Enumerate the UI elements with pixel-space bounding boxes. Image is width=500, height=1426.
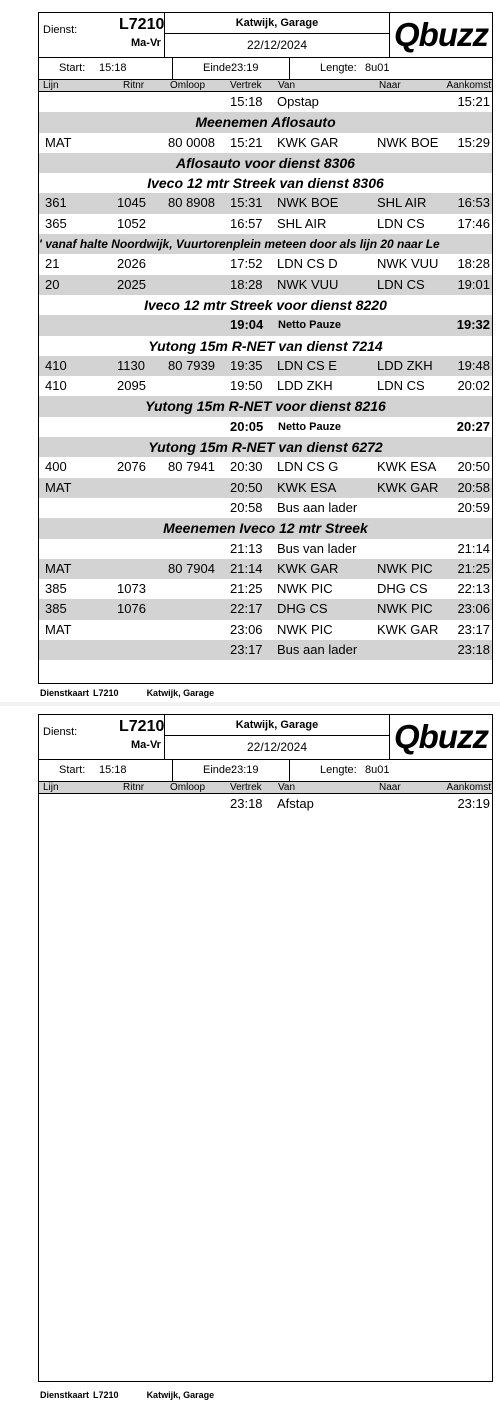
- cell-lijn: 21: [45, 256, 60, 272]
- start-time: 15:18: [99, 62, 127, 74]
- column-header: [39, 782, 492, 794]
- col-ritnr: Ritnr: [123, 80, 145, 91]
- date: 22/12/2024: [246, 740, 308, 754]
- cell-lijn: 410: [45, 357, 67, 373]
- cell-vertrek: 20:58: [230, 499, 263, 515]
- cell-ritnr: 2095: [117, 378, 146, 394]
- cell-lijn: MAT: [45, 479, 72, 495]
- cell-vertrek: 23:17: [230, 642, 263, 658]
- trip-row: [39, 214, 492, 234]
- dienst-days: Ma-Vr: [131, 739, 161, 751]
- cell-ritnr: 2076: [117, 459, 146, 475]
- section-header-row: Yutong 15m R-NET van dienst 7214: [148, 337, 383, 354]
- cell-aankomst: 20:58: [457, 479, 490, 495]
- col-aankomst: Aankomst: [446, 782, 491, 793]
- section-header-row: Yutong 15m R-NET van dienst 6272: [39, 437, 492, 457]
- cell-van: NWK PIC: [277, 621, 333, 637]
- cell-ritnr: 1130: [117, 357, 145, 373]
- col-vertrek: Vertrek: [230, 80, 262, 91]
- col-van: Van: [278, 782, 296, 793]
- trip-row: [39, 193, 492, 213]
- cell-van: LDD ZKH: [277, 378, 333, 394]
- section-header-row: Aflosauto voor dienst 8306: [39, 153, 492, 173]
- start-label: Start:: [59, 764, 86, 776]
- lengte-value: 8u01: [365, 764, 390, 776]
- footer-label: Dienstkaart: [40, 688, 90, 698]
- dienst-days: Ma-Vr: [131, 37, 161, 49]
- cell-omloop: 80 0008: [168, 134, 215, 150]
- cell-lijn: MAT: [45, 134, 72, 150]
- dienst-label: Dienst:: [43, 24, 78, 36]
- cell-vertrek: 15:31: [230, 195, 263, 211]
- dienstkaart-card-1: [38, 12, 493, 684]
- trip-row: [39, 92, 492, 112]
- cell-lijn: 385: [45, 601, 67, 617]
- cell-naar: LDD ZKH: [377, 357, 433, 373]
- col-ritnr: Ritnr: [123, 782, 145, 793]
- trip-row: [39, 559, 492, 579]
- section-header-row: Meenemen Iveco 12 mtr Streek: [39, 518, 492, 538]
- cell-vertrek: 15:18: [230, 94, 263, 109]
- cell-aankomst: 20:02: [457, 378, 490, 394]
- cell-vertrek: 19:35: [230, 357, 263, 373]
- cell-naar: LDN CS: [377, 276, 425, 292]
- trip-row: [39, 457, 492, 477]
- dienst-label: Dienst:: [43, 726, 78, 738]
- footer: [40, 688, 242, 698]
- cell-vertrek: 21:14: [230, 560, 263, 576]
- cell-van: Opstap: [277, 94, 319, 109]
- qbuzz-logo: Qbuzz: [394, 16, 488, 53]
- cell-aankomst: 23:19: [457, 796, 490, 811]
- pause-start: 20:05: [230, 418, 264, 434]
- pause-end: 19:32: [456, 317, 490, 333]
- cell-naar: SHL AIR: [377, 195, 427, 211]
- cell-vertrek: 22:17: [230, 601, 263, 617]
- cell-aankomst: 20:50: [457, 459, 490, 475]
- trip-row: [39, 498, 492, 518]
- cell-lijn: 385: [45, 581, 67, 597]
- pause-label: Netto Pauze: [278, 420, 341, 433]
- cell-omloop: 80 7941: [168, 459, 215, 475]
- cell-van: DHG CS: [277, 601, 328, 617]
- cell-naar: KWK GAR: [377, 479, 439, 495]
- cell-aankomst: 23:17: [457, 621, 490, 637]
- cell-ritnr: 1045: [117, 195, 146, 211]
- cell-van: LDN CS D: [277, 256, 338, 272]
- trip-row: [39, 599, 492, 619]
- start-time: 15:18: [99, 764, 127, 776]
- cell-ritnr: 1073: [117, 581, 146, 597]
- cell-van: NWK VUU: [277, 276, 339, 292]
- cell-lijn: 361: [45, 195, 67, 211]
- cell-aankomst: 16:53: [457, 195, 490, 211]
- col-aankomst: Aankomst: [446, 80, 491, 91]
- einde-label: Einde:: [203, 62, 235, 74]
- cell-aankomst: 22:13: [457, 581, 490, 597]
- header-times: [39, 759, 492, 782]
- cell-lijn: 400: [45, 459, 67, 475]
- einde-label: Einde:: [203, 764, 235, 776]
- cell-aankomst: 21:25: [457, 560, 490, 576]
- section-header-row: Iveco 12 mtr Streek voor dienst 8220: [144, 296, 387, 313]
- cell-vertrek: 19:50: [230, 378, 263, 394]
- trip-row: [39, 794, 492, 814]
- col-van: Van: [278, 80, 296, 91]
- header-times: [39, 57, 492, 80]
- trip-row: [39, 579, 492, 599]
- col-omloop: Omloop: [170, 782, 206, 793]
- cell-naar: KWK GAR: [377, 621, 439, 637]
- note-row: ' vanaf halte Noordwijk, Vuurtorenplein meteen door als lijn 20 naar Le: [39, 234, 492, 254]
- cell-vertrek: 20:30: [230, 459, 263, 475]
- trip-row: [39, 539, 492, 559]
- cell-naar: NWK PIC: [377, 560, 433, 576]
- cell-naar: LDN CS: [377, 215, 425, 231]
- cell-van: KWK GAR: [277, 134, 339, 150]
- cell-lijn: 410: [45, 378, 67, 394]
- trip-row: [39, 254, 492, 274]
- cell-aankomst: 20:59: [457, 499, 490, 515]
- einde-time: 23:19: [231, 62, 259, 74]
- trip-row: [39, 478, 492, 498]
- dienstkaart-card-2: [38, 714, 493, 1382]
- trip-row: [39, 356, 492, 376]
- cell-naar: LDN CS: [377, 378, 425, 394]
- cell-vertrek: 21:25: [230, 581, 263, 597]
- col-naar: Naar: [379, 782, 401, 793]
- dienst-code: L7210: [119, 718, 165, 735]
- section-header-row: Iveco 12 mtr Streek van dienst 8306: [147, 175, 384, 192]
- cell-naar: NWK VUU: [377, 256, 439, 272]
- cell-vertrek: 17:52: [230, 256, 263, 272]
- einde-time: 23:19: [231, 764, 259, 776]
- cell-aankomst: 23:06: [457, 601, 490, 617]
- cell-aankomst: 21:14: [457, 540, 490, 556]
- footer-code: L7210: [93, 688, 119, 698]
- cell-van: Bus van lader: [277, 540, 357, 556]
- column-header: [39, 80, 492, 92]
- trip-row: [39, 620, 492, 640]
- col-omloop: Omloop: [170, 80, 206, 91]
- cell-ritnr: 1076: [117, 601, 146, 617]
- cell-lijn: MAT: [45, 621, 72, 637]
- cell-van: KWK ESA: [277, 479, 337, 495]
- page-1: [0, 0, 500, 702]
- pause-row: [39, 315, 492, 335]
- dienst-code: L7210: [119, 16, 165, 33]
- cell-vertrek: 16:57: [230, 215, 263, 231]
- cell-lijn: MAT: [45, 560, 72, 576]
- cell-naar: DHG CS: [377, 581, 428, 597]
- cell-van: NWK PIC: [277, 581, 333, 597]
- trip-row: [39, 640, 492, 660]
- footer: [40, 1390, 242, 1400]
- col-naar: Naar: [379, 80, 401, 91]
- cell-aankomst: 15:29: [457, 134, 490, 150]
- cell-omloop: 80 8908: [168, 195, 215, 211]
- cell-ritnr: 2025: [117, 276, 146, 292]
- cell-van: KWK GAR: [277, 560, 339, 576]
- section-header-row: Meenemen Aflosauto: [39, 112, 492, 132]
- lengte-value: 8u01: [365, 62, 390, 74]
- cell-naar: KWK ESA: [377, 459, 437, 475]
- cell-van: Bus aan lader: [277, 642, 358, 658]
- cell-van: LDN CS E: [277, 357, 337, 373]
- date: 22/12/2024: [246, 38, 308, 52]
- trip-row: [39, 133, 492, 153]
- cell-aankomst: 19:01: [457, 276, 490, 292]
- cell-ritnr: 2026: [117, 256, 146, 272]
- cell-lijn: 20: [45, 276, 60, 292]
- col-lijn: Lijn: [43, 80, 59, 91]
- col-lijn: Lijn: [43, 782, 59, 793]
- footer-label: Dienstkaart: [40, 1390, 90, 1400]
- start-label: Start:: [59, 62, 86, 74]
- pause-label: Netto Pauze: [278, 319, 341, 332]
- trip-row: [39, 376, 492, 396]
- cell-van: Afstap: [277, 796, 314, 811]
- cell-vertrek: 23:18: [230, 796, 263, 811]
- cell-van: LDN CS G: [277, 459, 339, 475]
- pause-start: 19:04: [230, 317, 264, 333]
- footer-code: L7210: [93, 1390, 119, 1400]
- cell-vertrek: 23:06: [230, 621, 263, 637]
- schedule-rows: [39, 92, 492, 660]
- lengte-label: Lengte:: [320, 62, 357, 74]
- cell-vertrek: 15:21: [230, 134, 263, 150]
- page-2: [0, 706, 500, 1426]
- trip-row: [39, 275, 492, 295]
- cell-aankomst: 18:28: [457, 256, 490, 272]
- pause-end: 20:27: [456, 418, 490, 434]
- cell-aankomst: 17:46: [457, 215, 490, 231]
- header-top: [39, 715, 492, 760]
- cell-omloop: 80 7939: [168, 357, 215, 373]
- cell-van: SHL AIR: [277, 215, 327, 231]
- footer-location: Katwijk, Garage: [146, 1390, 215, 1400]
- lengte-label: Lengte:: [320, 764, 357, 776]
- pause-row: [39, 417, 492, 437]
- cell-naar: NWK PIC: [377, 601, 433, 617]
- section-header-row: Yutong 15m R-NET voor dienst 8216: [39, 396, 492, 416]
- cell-vertrek: 18:28: [230, 276, 263, 292]
- cell-omloop: 80 7904: [168, 560, 215, 576]
- cell-lijn: 365: [45, 215, 67, 231]
- cell-naar: NWK BOE: [377, 134, 439, 150]
- cell-aankomst: 19:48: [457, 357, 490, 373]
- cell-ritnr: 1052: [117, 215, 146, 231]
- cell-vertrek: 21:13: [230, 540, 263, 556]
- location: Katwijk, Garage: [165, 715, 389, 736]
- cell-aankomst: 15:21: [457, 94, 490, 109]
- col-vertrek: Vertrek: [230, 782, 262, 793]
- footer-location: Katwijk, Garage: [146, 688, 215, 698]
- location: Katwijk, Garage: [165, 13, 389, 34]
- qbuzz-logo: Qbuzz: [394, 718, 488, 755]
- cell-vertrek: 20:50: [230, 479, 263, 495]
- cell-aankomst: 23:18: [457, 642, 490, 658]
- header-top: [39, 13, 492, 58]
- cell-van: Bus aan lader: [277, 499, 358, 515]
- cell-van: NWK BOE: [277, 195, 339, 211]
- schedule-rows: [39, 794, 492, 814]
